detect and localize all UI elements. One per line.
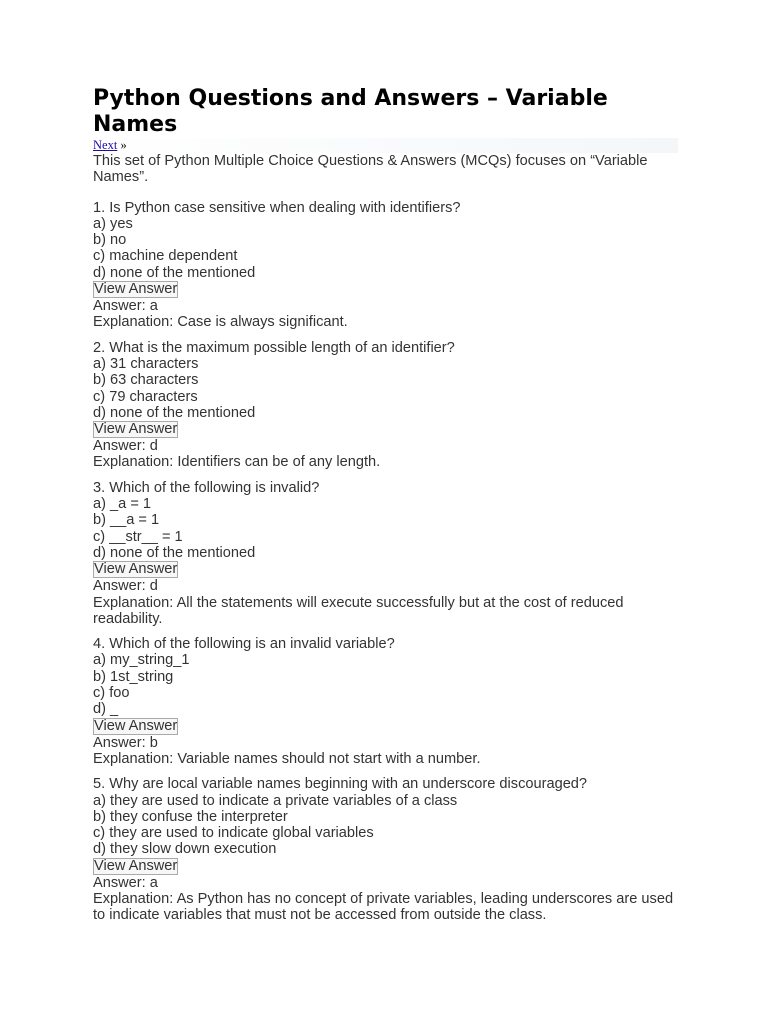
answer-text: Answer: a (93, 298, 158, 315)
question-list (93, 200, 678, 924)
answer-option: b) they confuse the interpreter (93, 808, 288, 825)
answer-option: a) _a = 1 (93, 496, 152, 513)
answer-option: b) no (93, 232, 127, 249)
question-text: 4. Which of the following is an invalid variable? (93, 636, 395, 653)
view-answer-button[interactable]: View Answer (94, 281, 178, 298)
answer-text: Answer: a (93, 874, 158, 891)
view-answer-button[interactable]: View Answer (94, 717, 178, 734)
answer-option: d) they slow down execution (93, 841, 277, 858)
answer-option: c) foo (93, 685, 130, 702)
answer-option: a) they are used to indicate a private variables of a class (93, 792, 458, 809)
intro-paragraph: This set of Python Multiple Choice Questions & Answers (MCQs) focuses on “Variable Names”. (93, 153, 648, 186)
answer-text: Answer: d (93, 578, 158, 595)
view-answer-button[interactable]: View Answer (94, 561, 178, 578)
answer-option: a) 31 characters (93, 355, 199, 372)
answer-option: a) my_string_1 (93, 652, 190, 669)
answer-option: b) __a = 1 (93, 512, 160, 529)
question-block (93, 480, 678, 627)
answer-option: c) machine dependent (93, 248, 238, 265)
view-answer-button[interactable]: View Answer (94, 857, 178, 874)
view-answer-button[interactable]: View Answer (94, 421, 178, 438)
explanation-text: Explanation: As Python has no concept of private variables, leading underscores are used to indicate variables that must not be accessed from outside the class. (93, 890, 674, 924)
question-text: 1. Is Python case sensitive when dealing with identifiers? (93, 199, 461, 216)
answer-option: c) __str__ = 1 (93, 528, 183, 545)
question-block (93, 776, 678, 923)
answer-option: b) 1st_string (93, 668, 174, 685)
answer-option: d) none of the mentioned (93, 404, 256, 421)
explanation-text: Explanation: Identifiers can be of any length. (93, 454, 381, 471)
answer-option: d) _ (93, 701, 119, 718)
answer-option: a) yes (93, 215, 133, 232)
question-block (93, 200, 678, 331)
next-arrow: » (120, 138, 127, 152)
answer-option: d) none of the mentioned (93, 264, 256, 281)
explanation-text: Explanation: Variable names should not start with a number. (93, 750, 481, 767)
explanation-text: Explanation: Case is always significant. (93, 314, 348, 331)
answer-text: Answer: d (93, 438, 158, 455)
question-text: 2. What is the maximum possible length of an identifier? (93, 339, 455, 356)
page-title: Python Questions and Answers – Variable Names (93, 86, 608, 137)
question-block (93, 340, 678, 471)
answer-option: c) they are used to indicate global variables (93, 825, 374, 842)
article (93, 86, 678, 933)
explanation-text: Explanation: All the statements will execute successfully but at the cost of reduced readability. (93, 594, 624, 627)
question-text: 5. Why are local variable names beginning with an underscore discouraged? (93, 776, 588, 793)
next-link[interactable]: Next (93, 138, 118, 152)
answer-option: b) 63 characters (93, 372, 199, 389)
pagination-nav (93, 138, 678, 153)
answer-text: Answer: b (93, 734, 158, 751)
question-block (93, 636, 678, 767)
question-text: 3. Which of the following is invalid? (93, 479, 320, 496)
answer-option: c) 79 characters (93, 388, 198, 405)
answer-option: d) none of the mentioned (93, 544, 256, 561)
